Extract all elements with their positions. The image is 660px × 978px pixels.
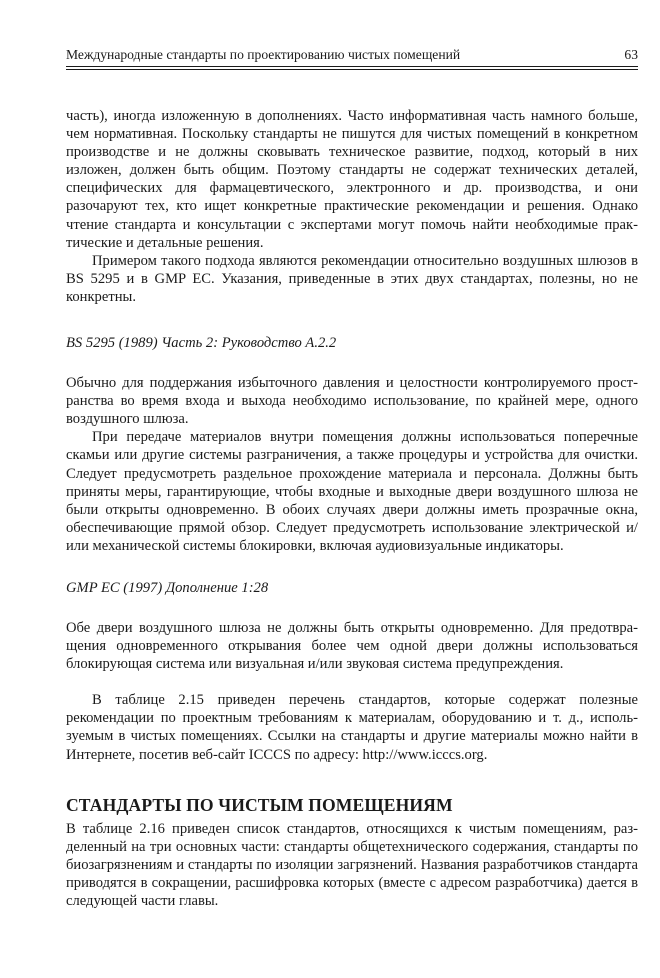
subheading-bs5295: BS 5295 (1989) Часть 2: Руководство А.2.2 [66, 335, 337, 352]
paragraph-1: часть), иногда изложенную в дополнениях. Часто информативная часть намного больше, чем нормативная. Поскольку стандарты не пишутся для чистых помещений в конкретном производстве и не должны сковывать техническое развитие, подход, который в них изложен, должен быть общим. Поэтому стандарты не содержат технических деталей, специфических для фармацевтического, электронного и др. производства, и они разочаруют тех, кто ищет конкретные практические рекомендации и решения. Однако чтение стандарта и консультации с экспертами могут помочь найти необходимые практические и детальные решения. [66, 108, 638, 251]
document-page [66, 46, 638, 910]
running-header [66, 46, 638, 67]
section-heading: СТАНДАРТЫ ПО ЧИСТЫМ ПОМЕЩЕНИЯМ [66, 794, 453, 815]
paragraph-7: В таблице 2.16 приведен список стандартов, относящихся к чистым помещениям, разделенный на три основных части: стандарты общетехнического содержания, стандарты по биозагрязнениям и стандарты по изоляции загрязнений. Названия разработчиков стандарта приводятся в сокращении, расшифровка которых (вместе с адресом разработчика) дается в следующей части главы. [66, 820, 638, 909]
page-number: 63 [624, 47, 638, 62]
body-text [66, 107, 638, 910]
running-header-title: Международные стандарты по проектированию чистых помещений [66, 47, 461, 62]
paragraph-3: Обычно для поддержания избыточного давления и целостности контролируемого пространства во время входа и выхода необходимо использование, по крайней мере, одного воздушного шлюза. [66, 375, 638, 428]
paragraph-6: В таблице 2.15 приведен перечень стандартов, которые содержат полезные рекомендации по проектным требованиям к материалам, оборудованию и т. д., используемым в чистых помещениях. Ссылки на стандарты и другие материалы можно найти в Интернете, посетив веб-сайт ICCCS по адресу: http://www.icccs.org. [66, 692, 638, 763]
paragraph-2: Примером такого подхода являются рекомендации относительно воздушных шлюзов в BS 5295 и в GMP ЕС. Указания, приведенные в этих двух стандартах, полезны, но не конкретны. [66, 252, 638, 305]
subheading-gmp-ec: GMP ЕС (1997) Дополнение 1:28 [66, 579, 269, 596]
paragraph-4: При передаче материалов внутри помещения должны использоваться поперечные скамьи или другие системы разграничения, а также процедуры и устройства для очистки. Следует предусмотреть раздельное прохождение материала и персонала. Должны быть приняты меры, гарантирующие, чтобы входные и выходные двери воздушного шлюза не были открыты одновременно. В обоих случаях двери должны иметь прозрачные окна, обеспечивающие прямой обзор. Следует предусмотреть использование электрической и/или механической системы блокировки, включая аудиовизуальные индикаторы. [66, 429, 638, 554]
paragraph-5: Обе двери воздушного шлюза не должны быть открыты одновременно. Для предотвращения одновременного открывания более чем одной двери должны использоваться блокирующая система или визуальная и/или звуковая система предупреждения. [66, 619, 638, 673]
